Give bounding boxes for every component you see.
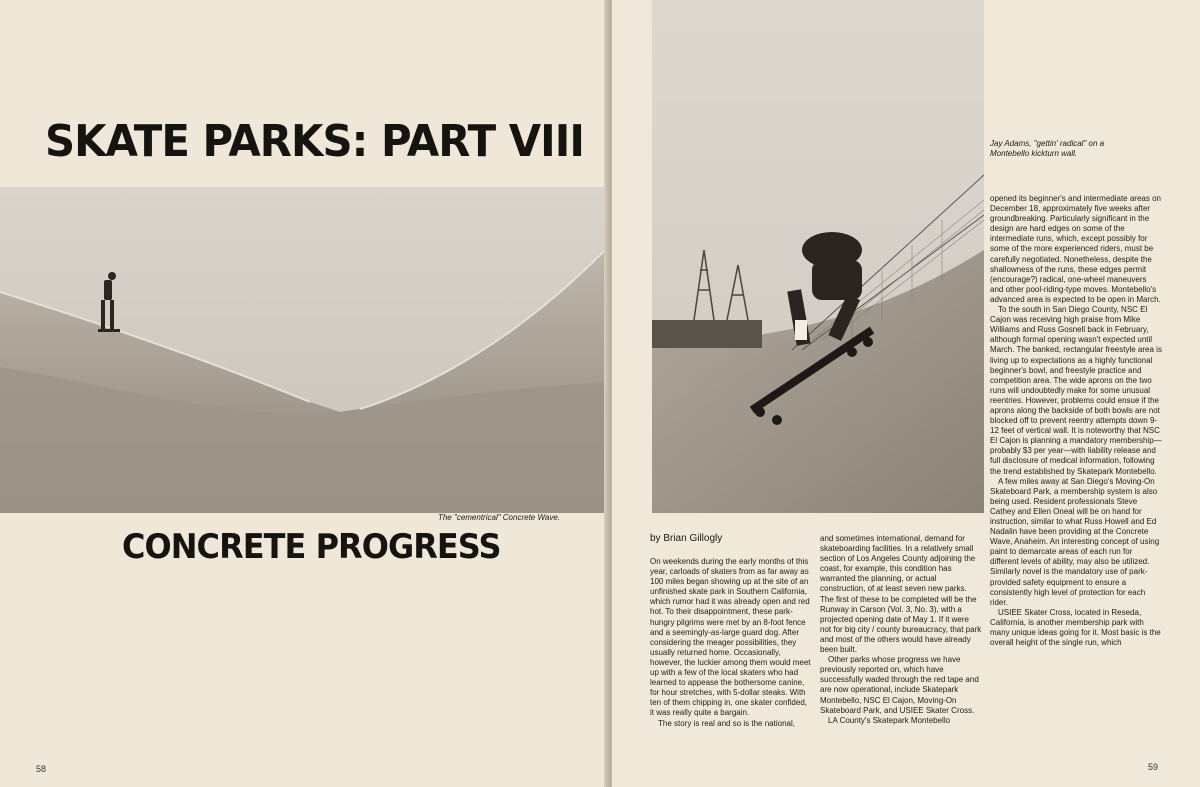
concrete-wave-photo	[0, 187, 608, 513]
paragraph: and sometimes international, demand for skateboarding facilities. In a relatively small section of Los Angeles County adjoining the coast, for example, this condition has warranted the planning, or actual construction, of at least seven new parks. The first of these to be completed will be the Runway in Carson (Vol. 3, No. 3), with a projected opening date of May 1. If it were not for big city / county bureaucracy, that park and most of the others would have already been built.	[820, 534, 982, 655]
left-page-number: 58	[36, 764, 47, 774]
sub-headline: CONCRETE PROGRESS	[122, 527, 501, 567]
paragraph: Other parks whose progress we have previously reported on, which have successfully waded through the red tape and are now operational, include Skatepark Montebello, NSC El Cajon, Moving-On Skateboard Park, and USIEE Skater Cross.	[820, 655, 979, 715]
paragraph: The story is real and so is the national,	[658, 718, 795, 728]
article-column-3	[990, 194, 1162, 648]
paragraph: A few miles away at San Diego's Moving-On Skateboard Park, a membership system is also being used. Resident professionals Steve Cathey and Ellen Oneal will be on hand for instruction, similar to what Russ Howell and Ed Nadalin have been providing at the Concrete Wave, Anaheim. An interesting concept of using paint to demarcate areas of each run for different levels of ability, may also be utilized. Similarly novel is the mandatory use of park-provided safety equipment to ensure a consistently high level of protection for each rider.	[990, 476, 1160, 607]
paragraph: On weekends during the early months of this year, carloads of skaters from as far away as 100 miles began showing up at the site of an unfinished skate park in Southern California, which rumor had it was already open and red hot. To their disappointment, these park-hungry pilgrims were met by an 8-foot fence and a seemingly-as-large guard dog. After considering the meager possibilities, they usually returned home. Occasionally, however, the luckier among them would meet up with a few of the local skaters who had learned to appease the bothersome canine, for hour stretches, with 5-dollar steaks. With ten of them chipping in, one skater confided, it was really quite a bargain.	[650, 557, 811, 718]
right-photo-caption: Jay Adams, "gettin' radical" on a Montebello kickturn wall.	[990, 139, 1105, 158]
byline: by Brian Gillogly	[650, 533, 723, 544]
paragraph: opened its beginner's and intermediate areas on December 18, approximately five weeks after groundbreaking. Particularly significant in the design are hard edges on some of the intermediate runs, which, except possibly for some of the more experienced riders, must be carefully negotiated. Nonetheless, despite the shallowness of the runs, these edges permit (encourage?) radical, one-wheel maneuvers and other pool-riding-type moves. Montebello's advanced area is expected to be open in March.	[990, 194, 1161, 304]
main-headline: SKATE PARKS: PART VIII	[45, 116, 584, 167]
left-photo-caption: The "cementrical" Concrete Wave.	[437, 513, 560, 522]
paragraph: To the south in San Diego County, NSC El Cajon was receiving high praise from Mike Williams and Russ Gosnell back in February, although formal opening wasn't expected until March. The banked, rectangular freestyle area is living up to expectations as a highly functional beginner's bowl, and freestyle practice and competition area. The wide aprons on the two runs will undoubtedly make for some unusual reentries. However, problems could ensue if the aprons along the backside of both bowls are not blocked off to prevent reentry attempts down 9-12 feet of vertical wall. It is noteworthy that NSC El Cajon is planning a mandatory membership—probably $3 per year—with liability release and full disclosure of medical information, following the trend established by Skatepark Montebello.	[990, 305, 1162, 476]
article-column-2	[820, 534, 982, 726]
paragraph: LA County's Skatepark Montebello	[828, 715, 951, 725]
article-column-1	[650, 557, 812, 729]
right-page-number: 59	[1148, 762, 1159, 772]
paragraph: USIEE Skater Cross, located in Reseda, California, is another membership park with many unique ideas going for it. Most basic is the overall height of the single run, which	[990, 607, 1161, 648]
montebello-skater-photo	[652, 0, 984, 513]
